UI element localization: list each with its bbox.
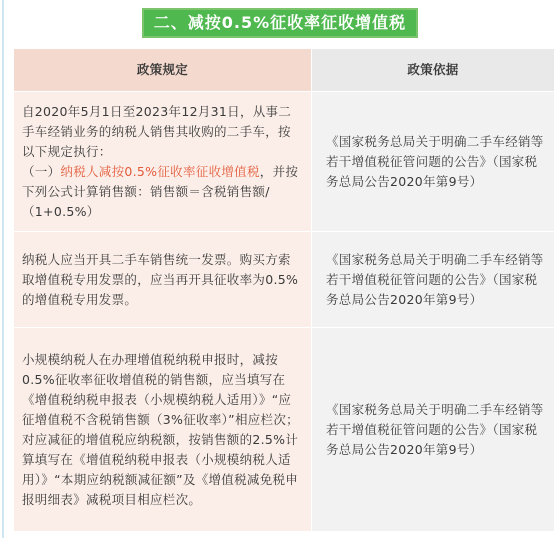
basis-cell: 《国家税务总局关于明确二手车经销等若干增值税征管问题的公告》（国家税务总局公告2020年第9号） bbox=[312, 328, 555, 532]
rule-cell bbox=[14, 92, 312, 232]
header-policy-rule: 政策规定 bbox=[14, 49, 312, 92]
left-accent-rule bbox=[2, 0, 4, 538]
rule-item-suffix: ，并按下列公式计算销售额：销售额＝含税销售额/（1+0.5%） bbox=[22, 163, 299, 219]
table-header-row bbox=[14, 49, 555, 92]
rule-item-prefix: （一） bbox=[22, 163, 61, 179]
table-row bbox=[14, 328, 555, 532]
rule-cell: 小规模纳税人在办理增值税纳税申报时，减按0.5%征收率征收增值税的销售额，应当填写在《增值税纳税申报表（小规模纳税人适用）》“应征增值税不含税销售额（3%征收率）”相应栏次；对应减征的增值税应纳税额，按销售额的2.5%计算填写在《增值税纳税申报表（小规模纳税人适用）》“本期应纳税额减征额”及《增值税减免税申报明细表》减税项目相应栏次。 bbox=[14, 328, 312, 532]
rule-text: 自2020年5月1日至2023年12月31日，从事二手车经销业务的纳税人销售其收购的二手车，按以下规定执行： bbox=[22, 103, 292, 159]
rule-item-one bbox=[22, 162, 303, 222]
section-title-bar bbox=[0, 8, 560, 36]
rule-highlight: 纳税人减按0.5%征收率征收增值税 bbox=[60, 163, 260, 179]
header-policy-basis: 政策依据 bbox=[312, 49, 555, 92]
table-row bbox=[14, 232, 555, 328]
basis-cell: 《国家税务总局关于明确二手车经销等若干增值税征管问题的公告》（国家税务总局公告2020年第9号） bbox=[312, 232, 555, 328]
policy-table bbox=[13, 48, 555, 532]
basis-cell: 《国家税务总局关于明确二手车经销等若干增值税征管问题的公告》（国家税务总局公告2020年第9号） bbox=[312, 92, 555, 232]
section-title: 二、减按0.5%征收率征收增值税 bbox=[142, 8, 418, 38]
table-row bbox=[14, 92, 555, 232]
rule-cell: 纳税人应当开具二手车销售统一发票。购买方索取增值税专用发票的，应当再开具征收率为0.5%的增值税专用发票。 bbox=[14, 232, 312, 328]
